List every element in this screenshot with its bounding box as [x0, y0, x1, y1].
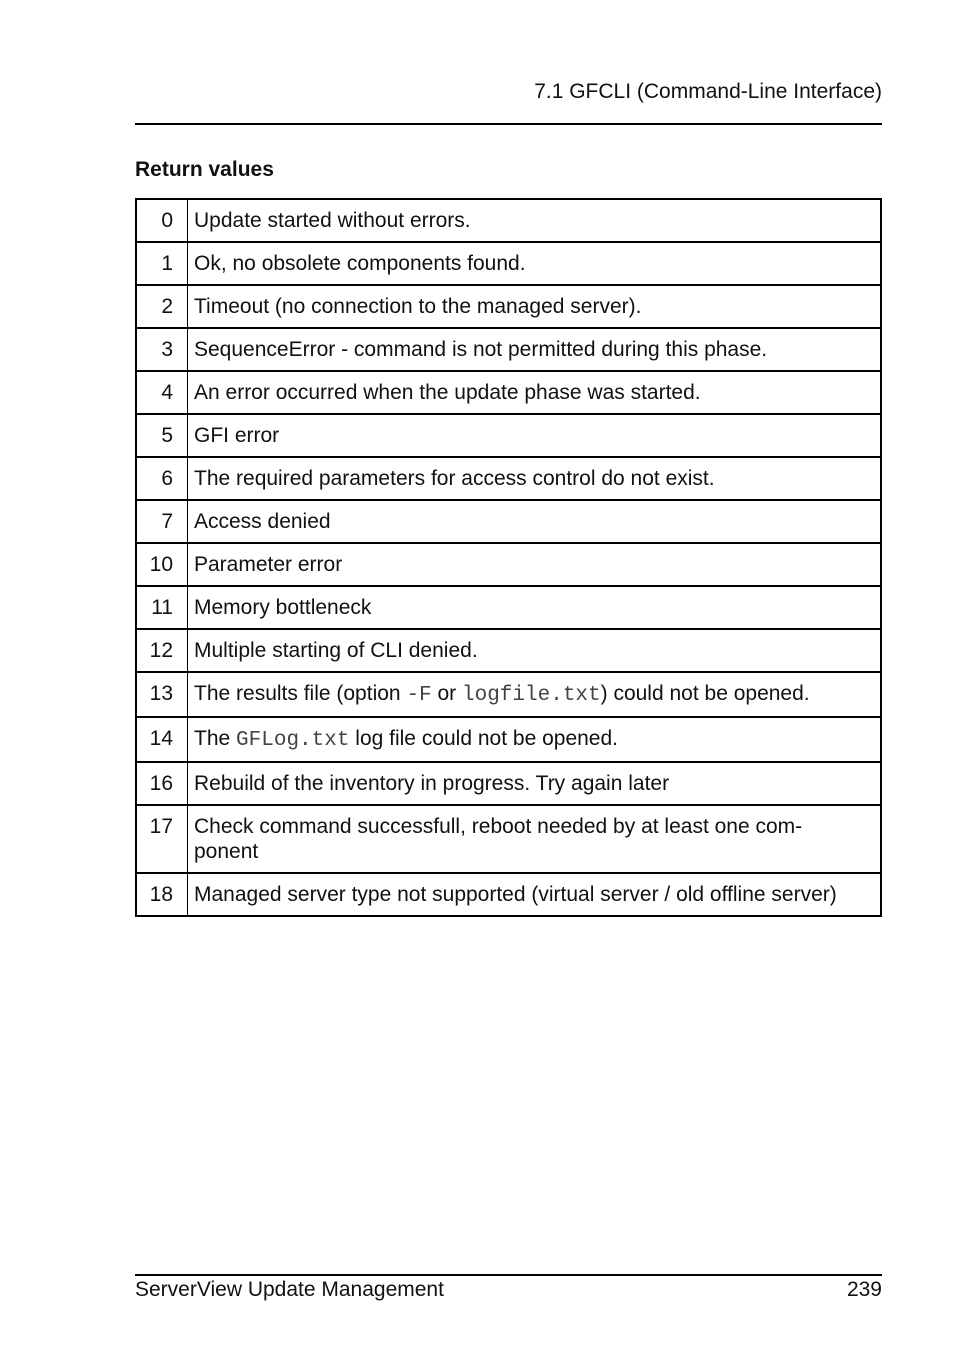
table-row: [136, 543, 881, 586]
return-description: Ok, no obsolete components found.: [188, 242, 882, 285]
return-code: 3: [136, 328, 188, 371]
description-line: ponent: [194, 840, 259, 863]
table-row: [136, 199, 881, 242]
description-text: The: [194, 727, 237, 750]
table-row: [136, 762, 881, 805]
table-row: [136, 285, 881, 328]
description-line: Check command successfull, reboot needed by at least one com-: [194, 815, 803, 838]
description-text: ) could not be opened.: [600, 682, 810, 705]
file-name: logfile.txt: [462, 684, 601, 707]
footer-title: ServerView Update Management: [135, 1278, 444, 1301]
return-code: 10: [136, 543, 188, 586]
table-row: [136, 414, 881, 457]
return-description: [188, 672, 882, 717]
return-description: SequenceError - command is not permitted during this phase.: [188, 328, 882, 371]
page-number: 239: [846, 1278, 882, 1301]
table-row: [136, 328, 881, 371]
table-row: [136, 371, 881, 414]
table-row: [136, 586, 881, 629]
return-description: Timeout (no connection to the managed server).: [188, 285, 882, 328]
command-option: -F: [406, 684, 432, 707]
return-code: 5: [136, 414, 188, 457]
table-row: [136, 717, 881, 762]
return-description: Access denied: [188, 500, 882, 543]
return-description: Update started without errors.: [188, 199, 882, 242]
section-title: Return values: [135, 158, 274, 181]
table-row: [136, 629, 881, 672]
return-code: 18: [136, 873, 188, 916]
return-code: 12: [136, 629, 188, 672]
return-description: Parameter error: [188, 543, 882, 586]
file-name: GFLog.txt: [236, 729, 350, 752]
table-row: [136, 457, 881, 500]
description-text: log file could not be opened.: [349, 727, 618, 750]
description-text: or: [431, 682, 462, 705]
table-row: [136, 805, 881, 873]
return-description: Memory bottleneck: [188, 586, 882, 629]
return-description: [188, 717, 882, 762]
return-description: An error occurred when the update phase was started.: [188, 371, 882, 414]
table-row: [136, 500, 881, 543]
return-description: The required parameters for access control do not exist.: [188, 457, 882, 500]
return-code: 0: [136, 199, 188, 242]
return-description: [188, 805, 882, 873]
return-code: 11: [136, 586, 188, 629]
description-text: The results file (option: [194, 682, 407, 705]
return-description: Managed server type not supported (virtual server / old offline server): [188, 873, 882, 916]
return-values-table: [135, 198, 882, 917]
return-code: 6: [136, 457, 188, 500]
return-code: 16: [136, 762, 188, 805]
return-code: 7: [136, 500, 188, 543]
header-divider: [135, 123, 882, 125]
table-row: [136, 242, 881, 285]
table-row: [136, 672, 881, 717]
running-header: 7.1 GFCLI (Command-Line Interface): [534, 80, 882, 103]
return-code: 13: [136, 672, 188, 717]
return-code: 1: [136, 242, 188, 285]
return-code: 17: [136, 805, 188, 873]
return-description: Rebuild of the inventory in progress. Try again later: [188, 762, 882, 805]
return-code: 14: [136, 717, 188, 762]
return-code: 2: [136, 285, 188, 328]
return-code: 4: [136, 371, 188, 414]
table-row: [136, 873, 881, 916]
return-description: GFI error: [188, 414, 882, 457]
return-description: Multiple starting of CLI denied.: [188, 629, 882, 672]
